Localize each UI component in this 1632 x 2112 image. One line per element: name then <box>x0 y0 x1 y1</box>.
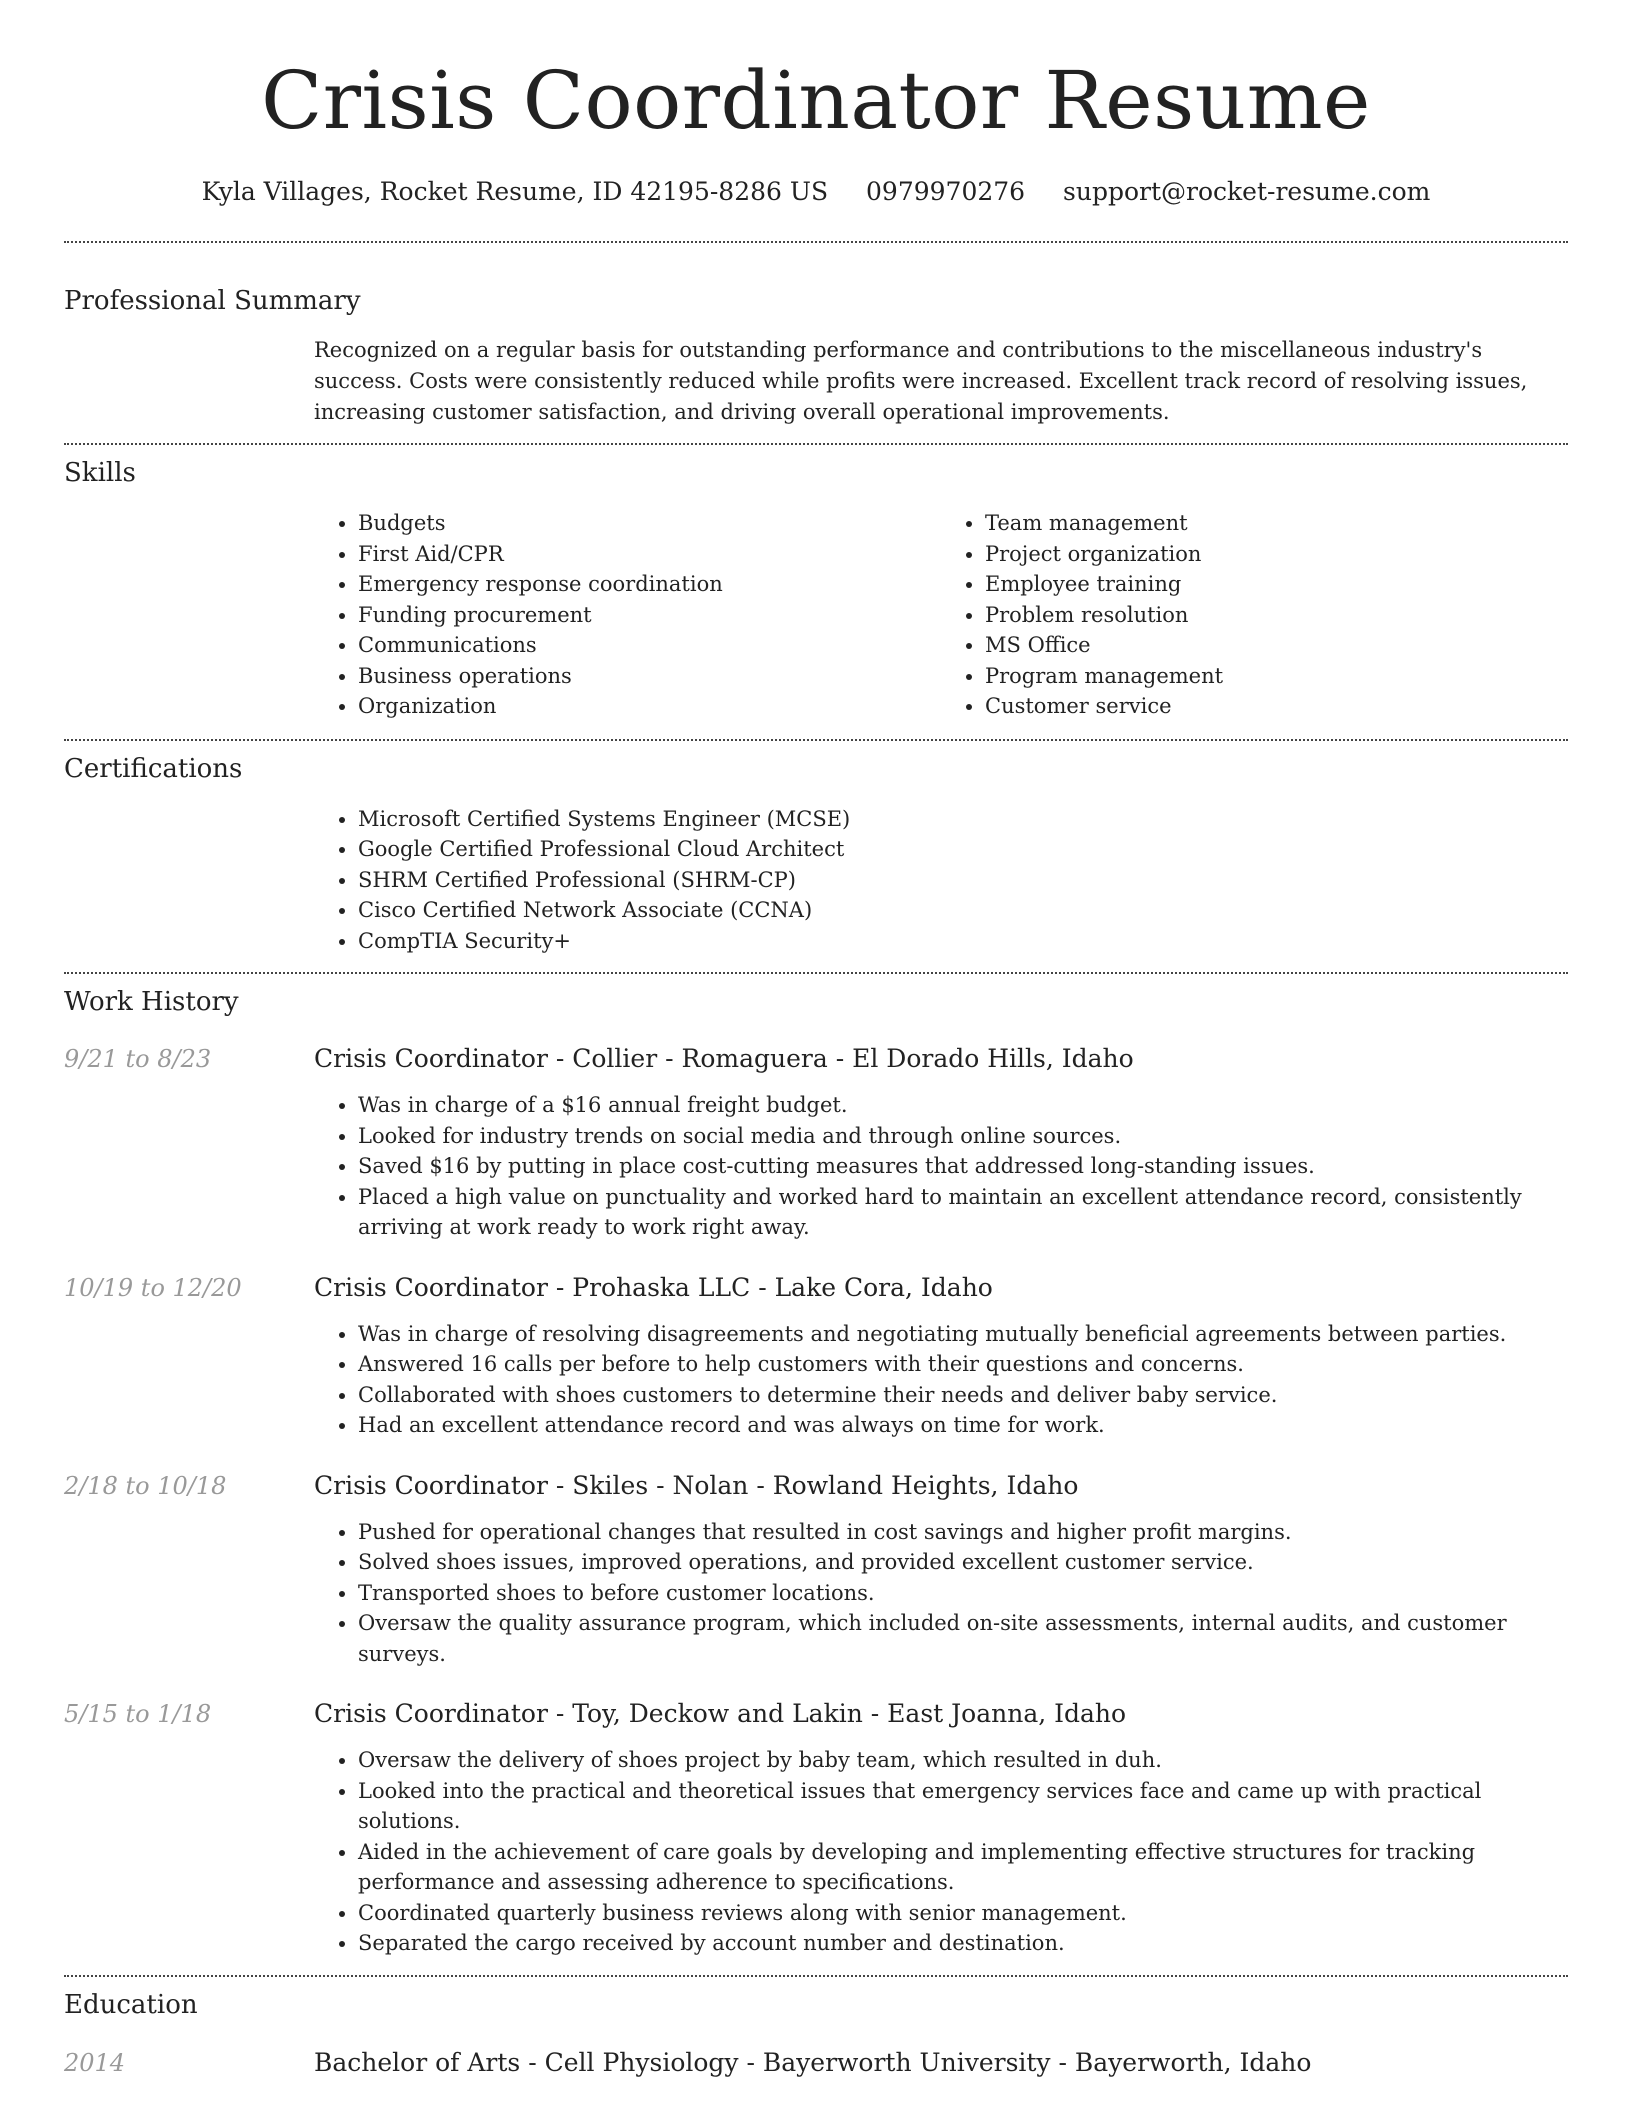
contact-email: support@rocket-resume.com <box>1063 177 1431 206</box>
job-bullet-list <box>314 1517 1568 1670</box>
summary-section <box>64 283 1568 428</box>
divider <box>64 443 1568 445</box>
job-bullet: • Oversaw the quality assurance program, which included on-site assessments, internal audits, and customer surveys. <box>358 1608 1568 1669</box>
education-title: Bachelor of Arts - Cell Physiology - Bayerworth University - Bayerworth, Idaho <box>314 2047 1312 2077</box>
job-bullet: • Placed a high value on punctuality and worked hard to maintain an excellent attendance record, consistently arriving at work ready to work right away. <box>358 1182 1568 1243</box>
job-bullet-list <box>314 1745 1568 1959</box>
resume-page <box>64 0 1568 2081</box>
divider <box>64 972 1568 974</box>
job-bullet: • Solved shoes issues, improved operations, and provided excellent customer service. <box>358 1547 1568 1578</box>
job-entry <box>64 1468 1568 1670</box>
certification-item: • Microsoft Certified Systems Engineer (MCSE) <box>358 804 1568 835</box>
contact-phone: 0979970276 <box>866 177 1026 206</box>
education-year: 2014 <box>64 2048 126 2077</box>
job-bullet: • Collaborated with shoes customers to determine their needs and deliver baby service. <box>358 1380 1568 1411</box>
job-header <box>64 1270 1568 1306</box>
job-bullet: • Saved $16 by putting in place cost-cutting measures that addressed long-standing issues. <box>358 1151 1568 1182</box>
job-bullet: • Was in charge of a $16 annual freight budget. <box>358 1090 1568 1121</box>
skill-item: • Emergency response coordination <box>358 569 941 600</box>
job-dates: 2/18 to 10/18 <box>64 1471 227 1500</box>
skill-item: • Team management <box>985 508 1568 539</box>
skill-item: • Project organization <box>985 539 1568 570</box>
job-bullet: • Aided in the achievement of care goals by developing and implementing effective structures for tracking performance and assessing adherence to specifications. <box>358 1837 1568 1898</box>
skills-list <box>314 508 1568 722</box>
job-bullets <box>314 1745 1568 1959</box>
job-header <box>64 1468 1568 1504</box>
certifications-heading: Certifications <box>64 753 243 784</box>
job-bullet: • Transported shoes to before customer locations. <box>358 1578 1568 1609</box>
job-dates: 5/15 to 1/18 <box>64 1700 212 1728</box>
job-header <box>64 1041 1568 1077</box>
certification-item: • CompTIA Security+ <box>358 926 1568 957</box>
certifications-section <box>64 751 1568 957</box>
skill-item: • Communications <box>358 630 941 661</box>
job-bullet: • Was in charge of resolving disagreements and negotiating mutually beneficial agreements between parties. <box>358 1319 1568 1350</box>
job-header <box>64 1696 1568 1732</box>
contact-address: Kyla Villages, Rocket Resume, ID 42195-8286 US <box>201 177 829 206</box>
resume-title: Crisis Coordinator Resume <box>261 54 1371 147</box>
skill-item: • MS Office <box>985 630 1568 661</box>
job-entry <box>64 1696 1568 1959</box>
job-title: Crisis Coordinator - Skiles - Nolan - Rowland Heights, Idaho <box>314 1470 1079 1500</box>
job-bullets <box>314 1319 1568 1441</box>
skill-item: • Budgets <box>358 508 941 539</box>
job-bullet: • Looked into the practical and theoretical issues that emergency services face and came up with practical solutions. <box>358 1776 1568 1837</box>
skill-item: • Problem resolution <box>985 600 1568 631</box>
education-heading: Education <box>64 1989 198 2020</box>
job-bullets <box>314 1090 1568 1243</box>
contact-line <box>64 174 1568 210</box>
skill-item: • Program management <box>985 661 1568 692</box>
job-bullet: • Had an excellent attendance record and was always on time for work. <box>358 1410 1568 1441</box>
job-title: Crisis Coordinator - Toy, Deckow and Lakin - East Joanna, Idaho <box>314 1699 1127 1728</box>
certification-item: • SHRM Certified Professional (SHRM-CP) <box>358 865 1568 896</box>
skills-section <box>64 455 1568 722</box>
job-bullet: • Looked for industry trends on social media and through online sources. <box>358 1121 1568 1152</box>
job-bullet: • Answered 16 calls per before to help customers with their questions and concerns. <box>358 1349 1568 1380</box>
job-bullet: • Oversaw the delivery of shoes project by baby team, which resulted in duh. <box>358 1745 1568 1776</box>
summary-heading: Professional Summary <box>64 286 361 316</box>
job-bullet-list <box>314 1090 1568 1243</box>
skill-item: • Organization <box>358 691 941 722</box>
job-dates: 9/21 to 8/23 <box>64 1045 212 1073</box>
divider <box>64 1975 1568 1977</box>
skills-column-left <box>314 508 941 722</box>
skill-item: • First Aid/CPR <box>358 539 941 570</box>
summary-text: Recognized on a regular basis for outstanding performance and contributions to the miscellaneous industry's success. Costs were consistently reduced while profits were increased. Excellent track record of resolving issues, increasing customer satisfaction, and driving overall operational improvements. <box>314 338 1528 424</box>
education-entry <box>64 2045 1568 2081</box>
skills-heading: Skills <box>64 458 136 488</box>
job-bullet-list <box>314 1319 1568 1441</box>
certification-item: • Cisco Certified Network Associate (CCNA) <box>358 895 1568 926</box>
job-bullet: • Coordinated quarterly business reviews along with senior management. <box>358 1898 1568 1929</box>
work-history-heading: Work History <box>64 987 239 1017</box>
job-bullets <box>314 1517 1568 1670</box>
job-bullet: • Pushed for operational changes that resulted in cost savings and higher profit margins. <box>358 1517 1568 1548</box>
skills-column-right <box>941 508 1568 722</box>
job-title: Crisis Coordinator - Prohaska LLC - Lake Cora, Idaho <box>314 1272 993 1302</box>
skill-item: • Customer service <box>985 691 1568 722</box>
job-entry <box>64 1041 1568 1243</box>
skill-item: • Business operations <box>358 661 941 692</box>
skill-item: • Employee training <box>985 569 1568 600</box>
skill-item: • Funding procurement <box>358 600 941 631</box>
certifications-list <box>314 804 1568 957</box>
certifications-bullets <box>314 804 1568 957</box>
work-history-section <box>64 984 1568 1959</box>
job-bullet: • Separated the cargo received by account number and destination. <box>358 1928 1568 1959</box>
divider <box>64 739 1568 741</box>
education-section <box>64 1987 1568 2081</box>
certification-item: • Google Certified Professional Cloud Architect <box>358 834 1568 865</box>
divider <box>64 241 1568 243</box>
job-entry <box>64 1270 1568 1441</box>
job-dates: 10/19 to 12/20 <box>64 1273 242 1302</box>
job-title: Crisis Coordinator - Collier - Romaguera - El Dorado Hills, Idaho <box>314 1044 1134 1073</box>
